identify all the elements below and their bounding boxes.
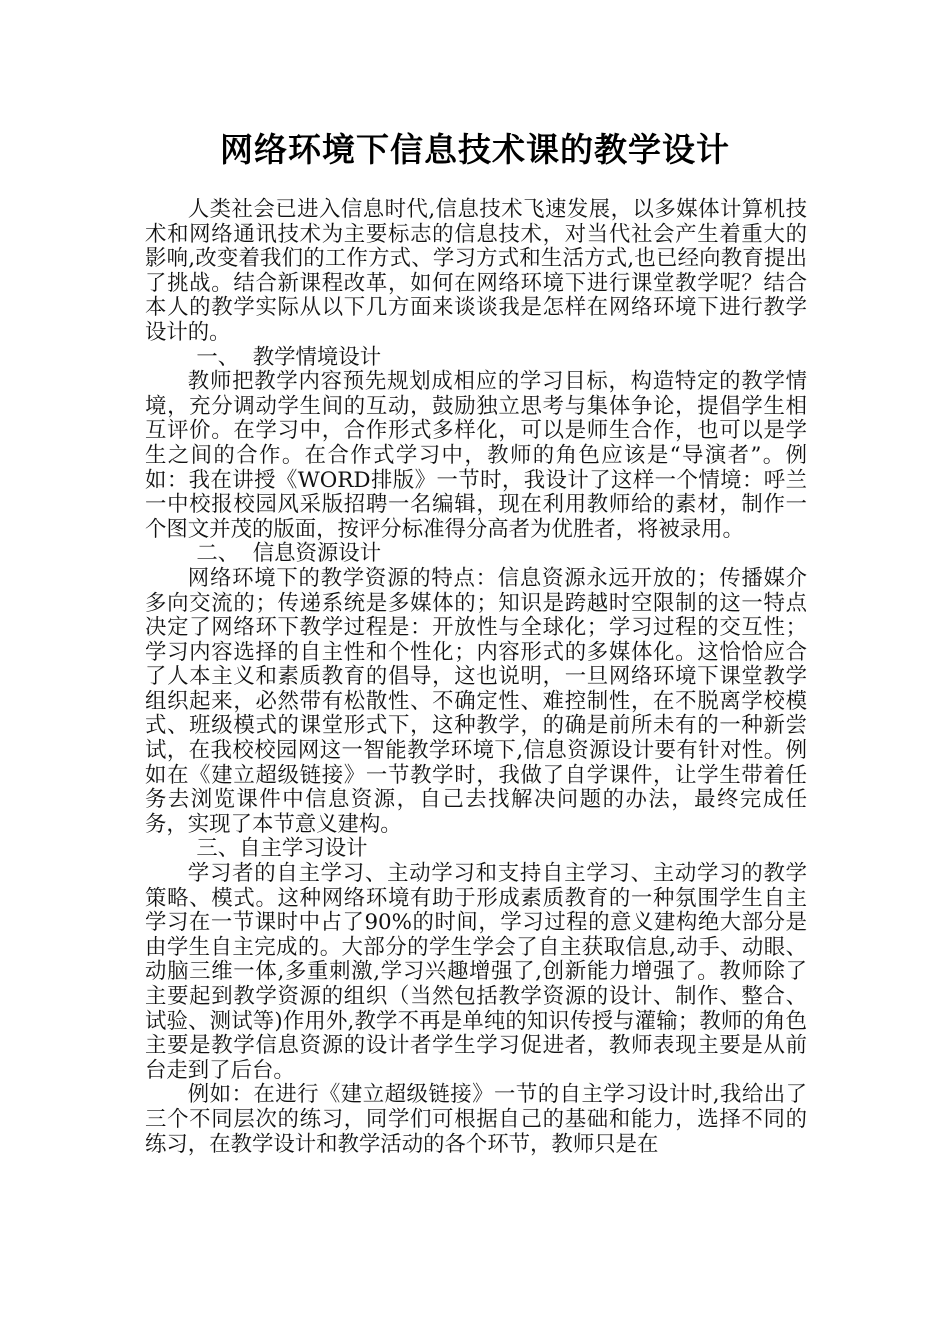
section-2-paragraph-1: 网络环境下的教学资源的特点：信息资源永远开放的；传播媒介多向交流的；传递系统是多媒体的；知识是跨越时空限制的这一特点决定了网络环下教学过程是：开放性与全球化；学习过程的交互性；学习内容选择的自主性和个性化；内容形式的多媒体化。这恰恰应合了人本主义和素质教育的倡导，这也说明，一旦网络环境下课堂教学组织起来，必然带有松散性、不确定性、难控制性，在不脱离学校模式、班级模式的课堂形式下，这种教学，的确是前所未有的一种新尝试，在我校校园网这一智能教学环境下,信息资源设计要有针对性。例如在《建立超级链接》一节教学时，我做了自学课件，让学生带着任务去浏览课件中信息资源，自己去找解决问题的办法，最终完成任务，实现了本节意义建构。	[145, 565, 807, 837]
section-heading-3: 三、自主学习设计	[196, 836, 368, 862]
intro-paragraph: 人类社会已进入信息时代,信息技术飞速发展，以多媒体计算机技术和网络通讯技术为主要标志的信息技术，对当代社会产生着重大的影响,改变着我们的工作方式、学习方式和生活方式,也已经向教育提出了挑战。结合新课程改革，如何在网络环境下进行课堂教学呢？结合本人的教学实际从以下几方面来谈谈我是怎样在网络环境下进行教学设计的。	[145, 197, 807, 345]
section-3-paragraph-1: 学习者的自主学习、主动学习和支持自主学习、主动学习的教学策略、模式。这种网络环境有助于形成素质教育的一种氛围学生自主学习在一节课时中占了90%的时间，学习过程的意义建构绝大部分是由学生自主完成的。大部分的学生学会了自主获取信息,动手、动眼、动脑三维一体,多重刺激,学习兴趣增强了,创新能力增强了。教师除了主要起到教学资源的组织（当然包括教学资源的设计、制作、整合、试验、测试等)作用外,教学不再是单纯的知识传授与灌输；教师的角色主要是教学信息资源的设计者学生学习促进者，教师表现主要是从前台走到了后台。	[145, 861, 807, 1083]
document-body	[145, 198, 807, 1157]
document-title: 网络环境下信息技术课的教学设计	[220, 130, 730, 169]
section-heading-1: 一、 教学情境设计	[196, 344, 382, 370]
section-heading-2: 二、 信息资源设计	[196, 541, 382, 567]
section-1-paragraph-1: 教师把教学内容预先规划成相应的学习目标，构造特定的教学情境，充分调动学生间的互动，鼓励独立思考与集体争论，提倡学生相互评价。在学习中，合作形式多样化，可以是师生合作，也可以是学生之间的合作。在合作式学习中，教师的角色应该是“导演者”。例如：我在讲授《WORD排版》一节时，我设计了这样一个情境：呼兰一中校报校园风采版招聘一名编辑，现在利用教师给的素材，制作一个图文并茂的版面，按评分标准得分高者为优胜者，将被录用。	[145, 369, 807, 542]
section-3-paragraph-2: 例如：在进行《建立超级链接》一节的自主学习设计时,我给出了三个不同层次的练习，同学们可根据自己的基础和能力，选择不同的练习，在教学设计和教学活动的各个环节，教师只是在	[145, 1082, 807, 1157]
